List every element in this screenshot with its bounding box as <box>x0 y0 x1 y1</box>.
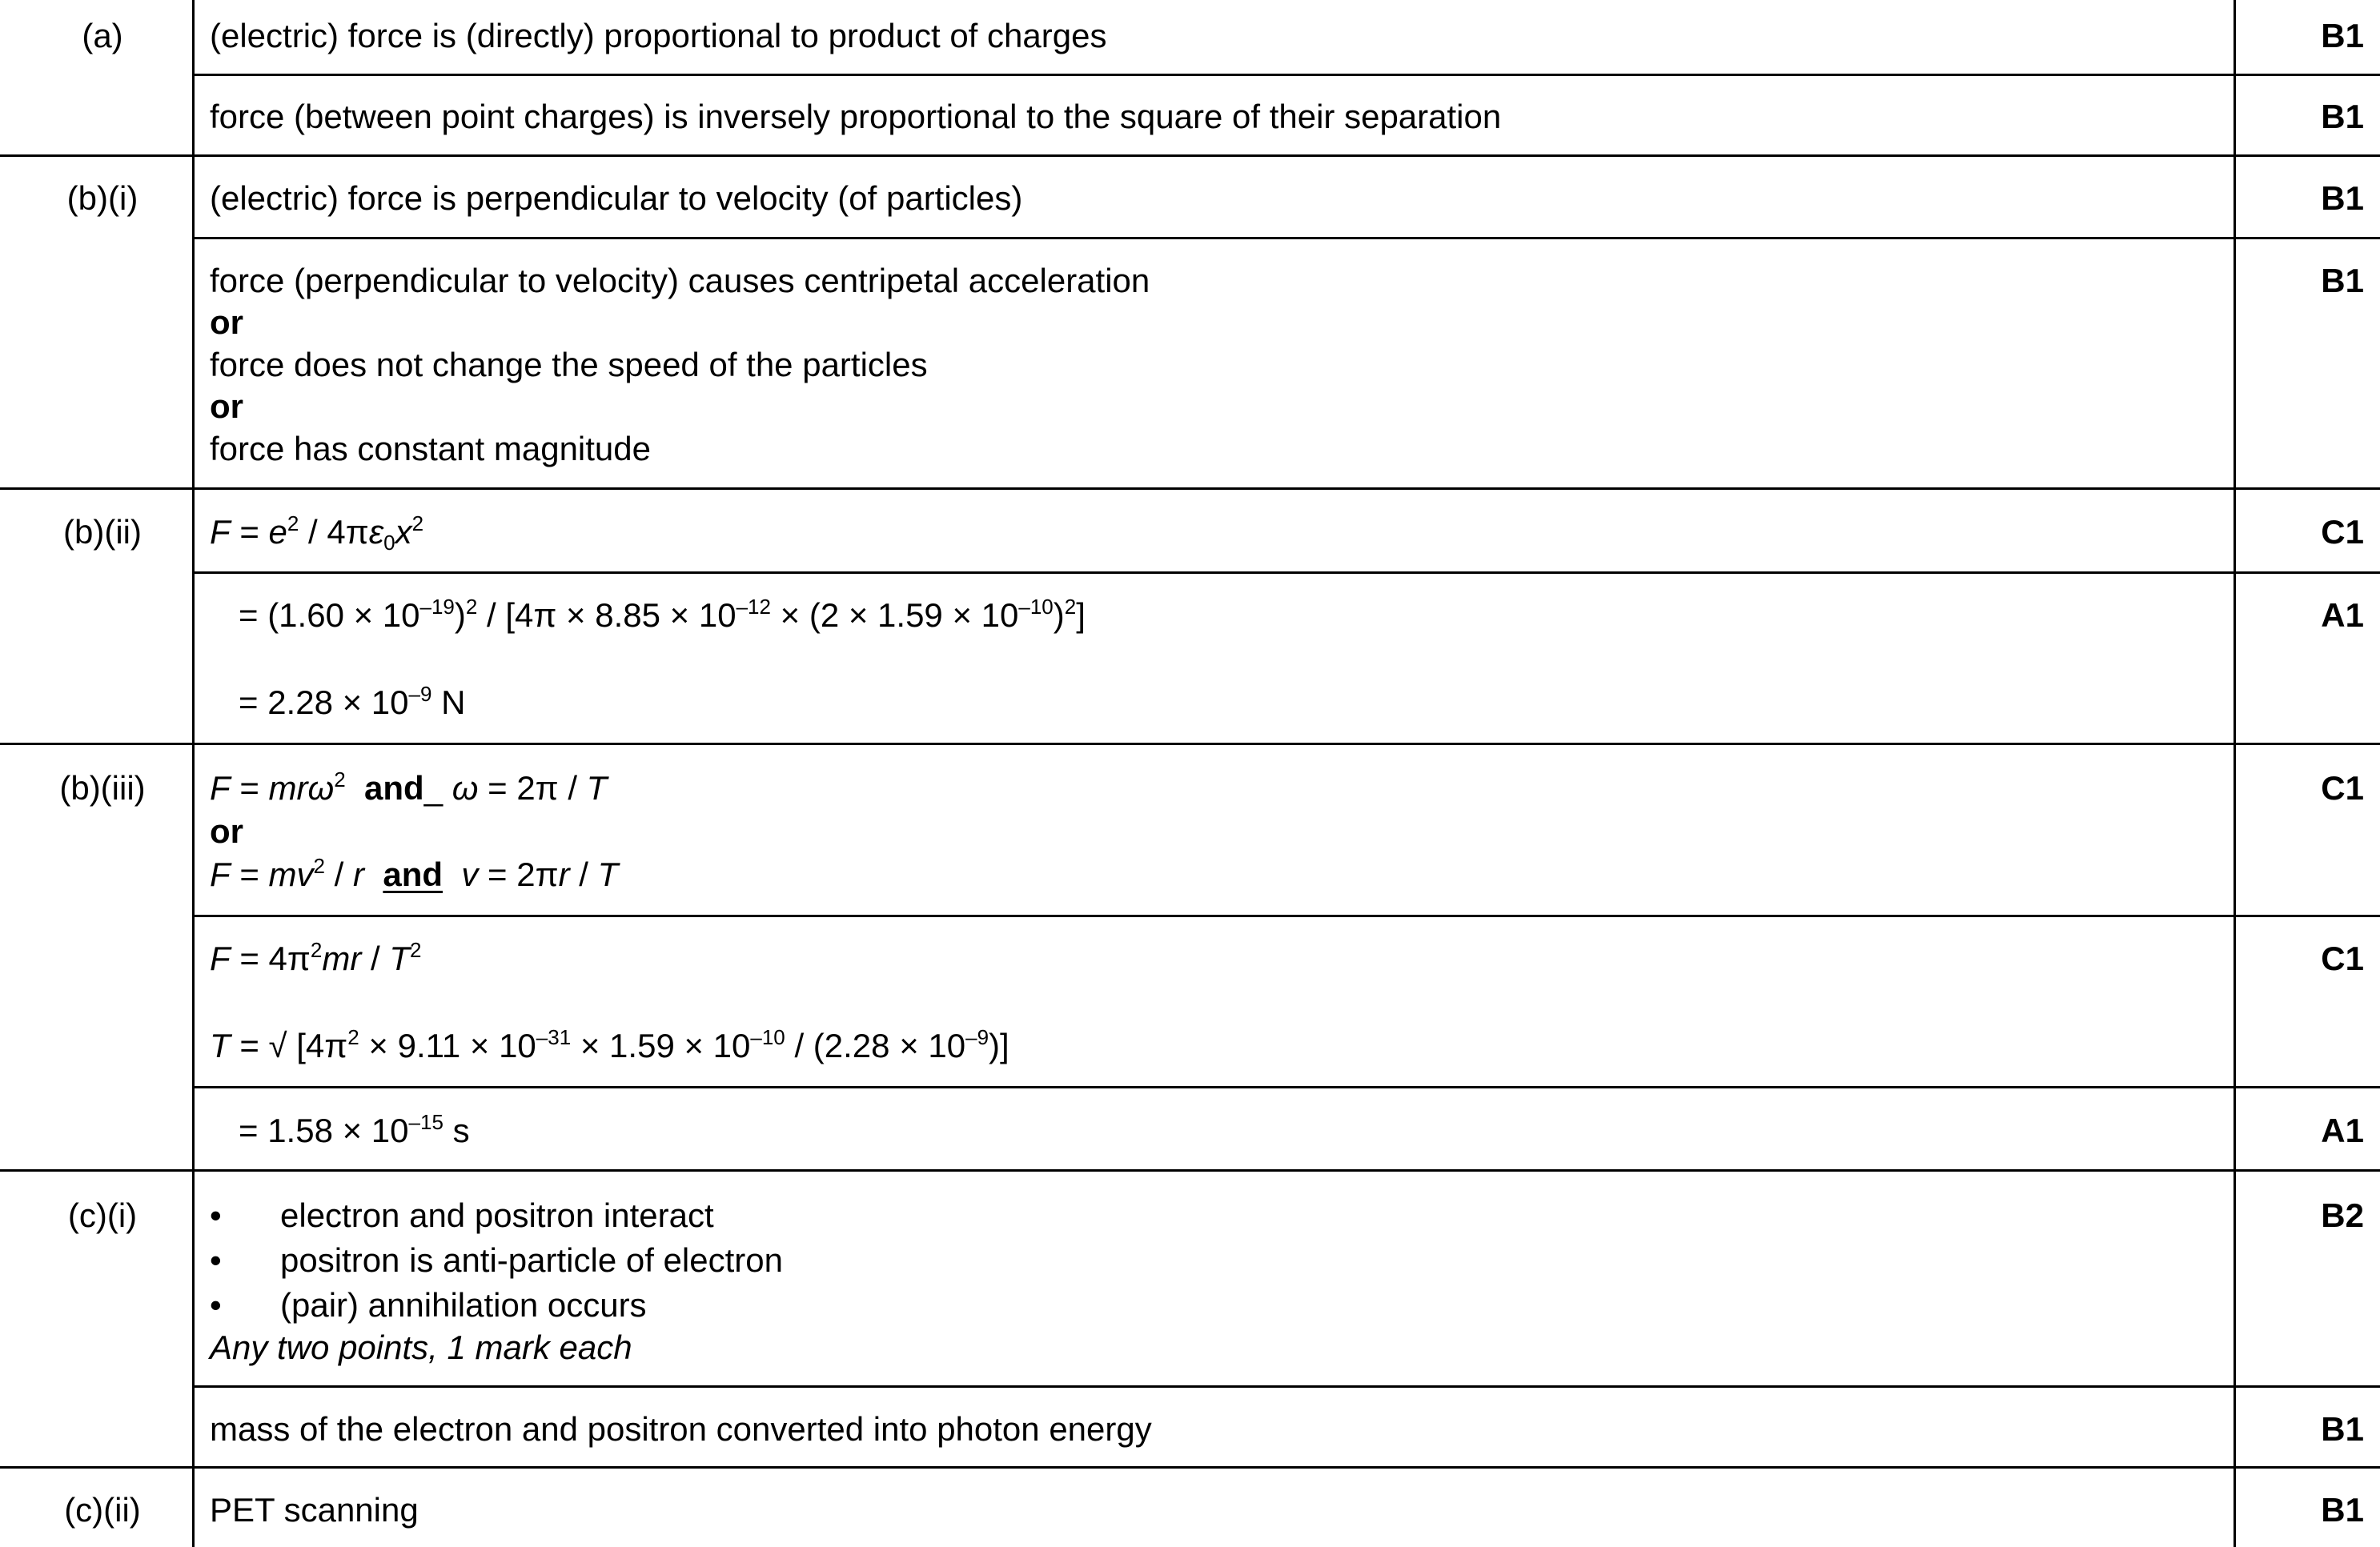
or-connector: or <box>210 812 243 850</box>
answer-ci-2: mass of the electron and positron converted into photon energy <box>210 1410 1152 1448</box>
exponent: –12 <box>736 595 771 619</box>
part-label-ci: (c)(i) <box>67 1196 138 1234</box>
mark-bii-2: A1 <box>2321 596 2364 634</box>
answer-cii: PET scanning <box>210 1491 419 1529</box>
formula-combined: $F = 4\pi^2mr / T^2$ <box>210 938 422 977</box>
exponent: –15 <box>408 1110 443 1134</box>
part-label-cii: (c)(ii) <box>64 1491 141 1529</box>
mark-biii-1: C1 <box>2321 769 2364 807</box>
part-label-bii: (b)(ii) <box>63 513 142 551</box>
formula-angular: F = mrω$^2$ and_ ω = 2π / T <box>210 767 608 807</box>
mark-cii: B1 <box>2321 1491 2364 1529</box>
part-divider <box>0 154 2380 157</box>
mark-a-2: B1 <box>2321 98 2364 135</box>
row-divider <box>192 571 2380 574</box>
or-connector: or <box>210 387 243 425</box>
mark-bii-1: C1 <box>2321 513 2364 551</box>
result-biii: = $1.58 \times 10^{-15}$ s <box>239 1110 470 1149</box>
row-divider <box>192 1385 2380 1388</box>
row-divider <box>192 237 2380 239</box>
substitution-bii: = $(1.60 \times 10^{-19})^2 / [4\pi \times 8.85 \times 10^{-12} \times (2 \times 1.59 \times 10^{-10})^2]$ <box>239 595 1086 634</box>
unit: s <box>452 1112 470 1149</box>
mark-biii-3: A1 <box>2321 1112 2364 1149</box>
list-item: • electron and positron interact <box>210 1196 714 1234</box>
substitution-biii: T = √ $[4\pi^2 \times 9.11 \times 10^{-31} \times 1.59 \times 10^{-10} / (2.28 \times 10^{-9})]$ <box>210 1025 1009 1064</box>
mark-bi-1: B1 <box>2321 179 2364 217</box>
answer-bi-1: (electric) force is perpendicular to velocity (of particles) <box>210 179 1023 217</box>
part-label-a: (a) <box>82 17 123 54</box>
answer-bi-alt-1: force (perpendicular to velocity) causes centripetal acceleration <box>210 262 1150 299</box>
list-item: • positron is anti-particle of electron <box>210 1241 783 1279</box>
mark-ci-1: B2 <box>2321 1196 2364 1234</box>
and-connector: and <box>364 769 424 807</box>
exponent: –19 <box>419 595 455 619</box>
formula-linear: $F = mv^2 / r$ and v = 2πr / T <box>210 854 619 893</box>
exponent: –9 <box>408 682 432 706</box>
mark-bi-2: B1 <box>2321 262 2364 299</box>
list-item: • (pair) annihilation occurs <box>210 1286 647 1324</box>
mark-ci-2: B1 <box>2321 1410 2364 1448</box>
part-label-biii: (b)(iii) <box>59 769 146 807</box>
formula-coulomb: $F = e^2 / 4\pi\varepsilon_0x^2$ <box>210 511 424 555</box>
row-divider <box>192 74 2380 76</box>
answer-a-1: (electric) force is (directly) proportional to product of charges <box>210 17 1107 54</box>
part-label-bi: (b)(i) <box>66 179 138 217</box>
row-divider <box>192 1086 2380 1088</box>
mark-a-1: B1 <box>2321 17 2364 54</box>
answer-bi-alt-2: force does not change the speed of the particles <box>210 346 928 383</box>
part-divider <box>0 743 2380 745</box>
row-divider <box>192 915 2380 917</box>
part-divider <box>0 1169 2380 1172</box>
or-connector: or <box>210 303 243 341</box>
answer-bi-alt-3: force has constant magnitude <box>210 430 652 467</box>
unit: N <box>441 683 466 721</box>
exponent: –10 <box>1018 595 1054 619</box>
and-connector: and <box>383 856 443 893</box>
part-divider <box>0 1466 2380 1469</box>
mark-biii-2: C1 <box>2321 940 2364 977</box>
marking-note: Any two points, 1 mark each <box>210 1329 632 1366</box>
part-divider <box>0 487 2380 490</box>
column-divider-right <box>2234 0 2236 1547</box>
answer-a-2: force (between point charges) is inversely proportional to the square of their separation <box>210 98 1502 135</box>
result-bii: = $2.28 \times 10^{-9}$ N <box>239 682 466 721</box>
